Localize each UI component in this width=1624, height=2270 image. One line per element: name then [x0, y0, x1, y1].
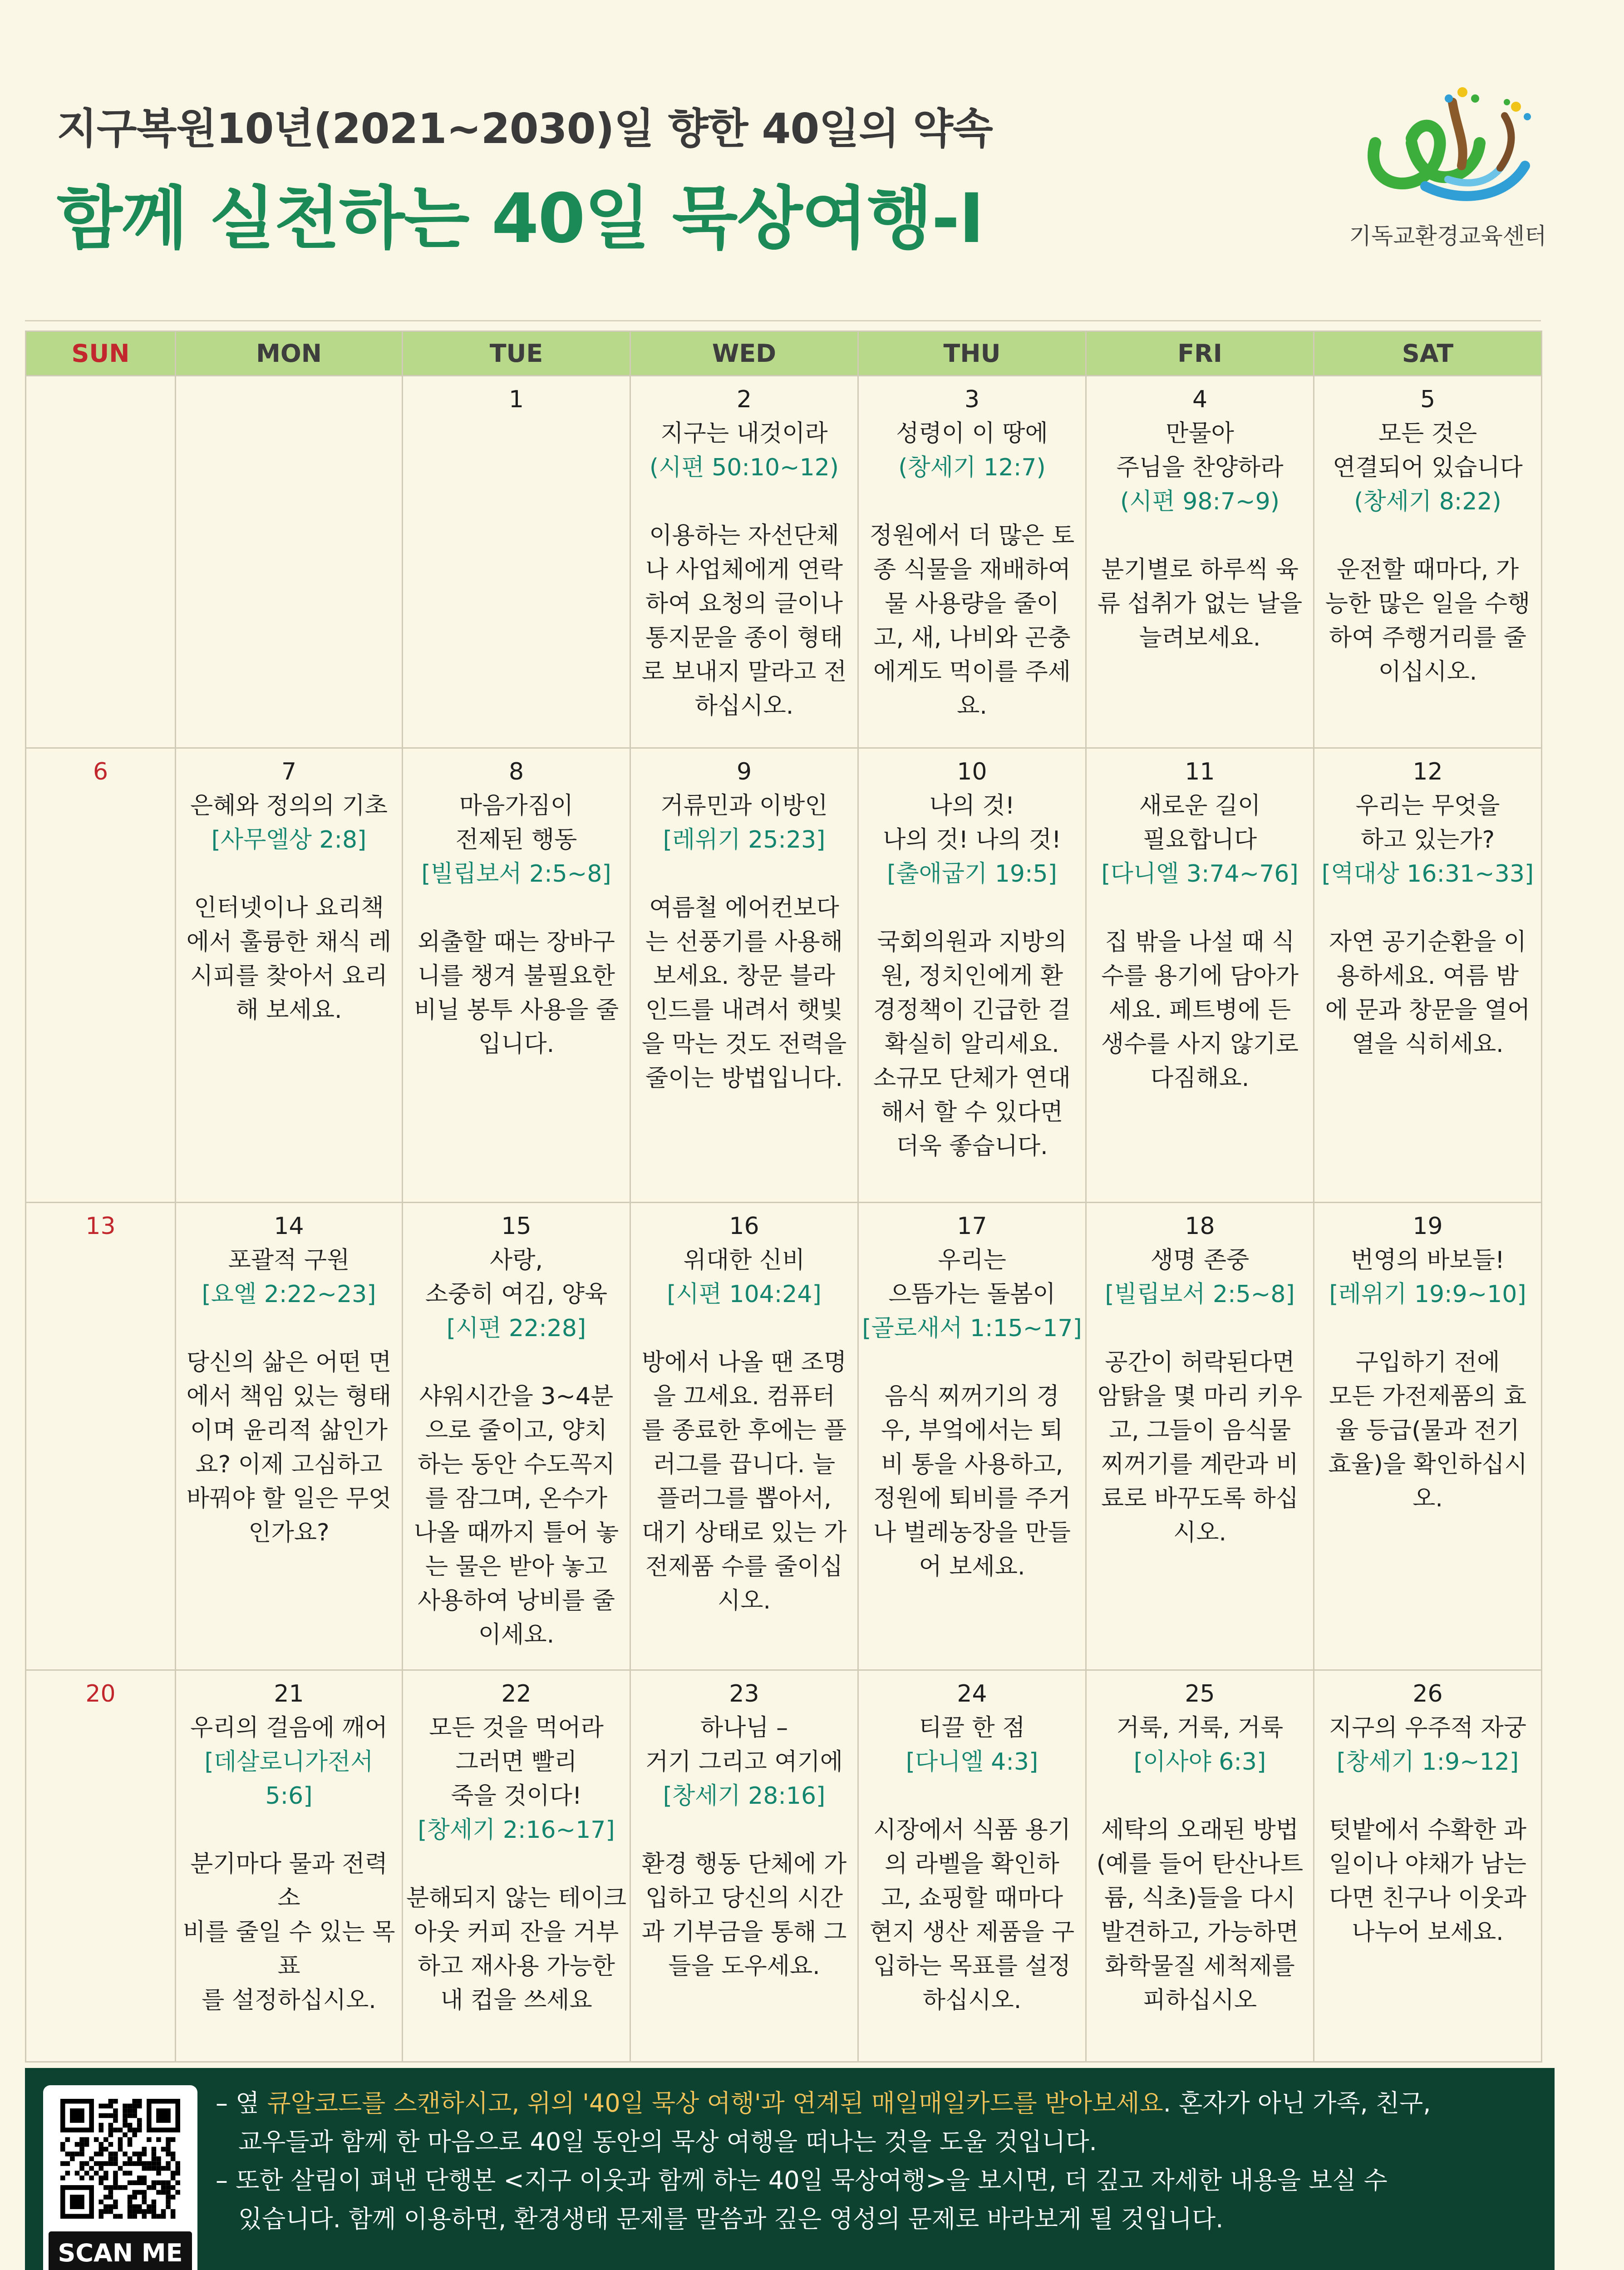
day-number: 15 [501, 1213, 531, 1240]
day-title: 티끌 한 점 [919, 1714, 1025, 1742]
qr-card[interactable] [43, 2085, 197, 2270]
calendar-day-cell [1314, 1670, 1542, 2062]
action-text: 분해되지 않는 테이크 아웃 커피 잔을 거부 하고 재사용 가능한 내 컵을 쓰세요 [406, 1885, 627, 2014]
day-number: 9 [736, 758, 752, 785]
day-number: 25 [1185, 1680, 1215, 1707]
scripture-reference: [역대상 16:31~33] [1321, 860, 1534, 888]
qr-code-icon[interactable] [60, 2099, 180, 2219]
action-text: 음식 찌꺼기의 경 우, 부엌에서는 퇴 비 통을 사용하고, 정원에 퇴비를 주거 나 벌레농장을 만들 어 보세요. [873, 1383, 1071, 1580]
spacer [1317, 519, 1538, 553]
day-title: 나의 것! 나의 것! 나의 것! [883, 792, 1061, 854]
day-number: 5 [1420, 386, 1436, 413]
day-number: 8 [508, 758, 524, 785]
scripture-reference: (창세기 12:7) [898, 454, 1046, 481]
day-number: 20 [85, 1680, 116, 1707]
day-title: 새로운 길이 필요합니다 [1139, 792, 1261, 854]
spacer [634, 1312, 855, 1346]
day-title: 모든 것을 먹어라 그러면 빨리 죽을 것이다! [429, 1714, 604, 1810]
weekday-mon: MON [176, 331, 403, 376]
footer-panel [25, 2068, 1555, 2270]
scripture-reference: [이사야 6:3] [1133, 1748, 1266, 1776]
action-text: 분기별로 하루씩 육 류 섭취가 없는 날을 늘려보세요. [1097, 556, 1303, 651]
calendar-day-cell [858, 1203, 1086, 1670]
day-number: 18 [1185, 1213, 1215, 1240]
day-title: 생명 존중 [1150, 1247, 1250, 1274]
day-number: 6 [93, 758, 108, 785]
salim-logo-icon [1343, 75, 1552, 211]
action-text: 자연 공기순환을 이 용하세요. 여름 밤 에 문과 창문을 열어 열을 식히세요. [1325, 928, 1530, 1058]
spacer [861, 485, 1083, 519]
weekday-sun: SUN [26, 331, 176, 376]
scripture-reference: (시편 98:7~9) [1120, 488, 1280, 515]
calendar-day-cell [176, 1670, 403, 2062]
day-number: 17 [957, 1213, 987, 1240]
spacer [634, 1813, 855, 1847]
scan-me-label: SCAN ME [49, 2231, 192, 2270]
calendar-day-cell [630, 748, 858, 1203]
page-title: 함께 실천하는 40일 묵상여행-Ⅰ [57, 179, 984, 258]
spacer [861, 1346, 1083, 1380]
weekday-sat: SAT [1314, 331, 1542, 376]
action-text: 방에서 나올 땐 조명 을 끄세요. 컴퓨터 를 종료한 후에는 플 러그를 끕니다. 늘 플러그를 뽑아서, 대기 상태로 있는 가 전제품 수를 줄이십 시오. [641, 1349, 847, 1614]
calendar-day-cell [403, 1203, 630, 1670]
spacer [1317, 891, 1538, 925]
weekday-tue: TUE [403, 331, 630, 376]
day-number: 16 [729, 1213, 759, 1240]
action-text: 샤워시간을 3~4분 으로 줄이고, 양치 하는 동안 수도꼭지 를 잠그며, 온수가 나올 때까지 틀어 놓 는 물은 받아 놓고 사용하여 낭비를 줄 이세요. [413, 1383, 619, 1648]
scripture-reference: [레위기 19:9~10] [1329, 1281, 1526, 1308]
calendar-day-cell [26, 1203, 176, 1670]
day-number: 7 [281, 758, 297, 785]
day-title: 사랑, 소중히 여김, 양육 [425, 1247, 608, 1308]
calendar-day-cell [403, 748, 630, 1203]
footer-highlight: 큐알코드를 스캔하시고, 위의 '40일 묵상 여행'과 연계된 매일매일카드를 받아보세요 [267, 2089, 1163, 2117]
spacer [406, 1847, 627, 1881]
scripture-reference: [레위기 25:23] [663, 826, 826, 854]
calendar-day-cell [1086, 748, 1314, 1203]
day-title: 지구의 우주적 자궁 [1329, 1714, 1526, 1742]
day-title: 모든 것은 연결되어 있습니다 [1333, 420, 1523, 481]
action-text: 집 밖을 나설 때 식 수를 용기에 담아가 세요. 페트병에 든 생수를 사지 않기로 다짐해요. [1101, 928, 1299, 1092]
spacer [406, 1346, 627, 1380]
day-number: 10 [957, 758, 987, 785]
scripture-reference: [요엘 2:22~23] [202, 1281, 376, 1308]
scripture-reference: [시편 104:24] [667, 1281, 822, 1308]
spacer [1089, 1779, 1310, 1813]
calendar-day-cell [1086, 376, 1314, 748]
calendar-day-cell [630, 1203, 858, 1670]
day-number: 2 [736, 386, 752, 413]
weekday-fri: FRI [1086, 331, 1314, 376]
calendar-day-cell [403, 376, 630, 748]
logo-text: 기독교환경교육센터 [1349, 223, 1547, 249]
calendar-day-cell [858, 1670, 1086, 2062]
spacer [406, 891, 627, 925]
calendar-day-cell [1086, 1203, 1314, 1670]
scripture-reference: [사무엘상 2:8] [211, 826, 367, 854]
calendar-day-cell [176, 1203, 403, 1670]
scripture-reference: (창세기 8:22) [1354, 488, 1501, 515]
action-text: 세탁의 오래된 방법 (예를 들어 탄산나트 륨, 식초)들을 다시 발견하고, 가능하면 화학물질 세척제를 피하십시오 [1096, 1816, 1304, 2014]
day-number: 12 [1412, 758, 1443, 785]
action-text: 분기마다 물과 전력 소 비를 줄일 수 있는 목표 를 설정하십시오. [182, 1851, 395, 2014]
scripture-reference: [창세기 28:16] [663, 1782, 826, 1810]
scripture-reference: [시편 22:28] [446, 1315, 586, 1342]
spacer [634, 857, 855, 891]
action-text: 여름철 에어컨보다 는 선풍기를 사용해 보세요. 창문 블라 인드를 내려서 햇빛 을 막는 것도 전력을 줄이는 방법입니다. [641, 894, 847, 1092]
spacer [179, 1312, 399, 1346]
calendar-day-cell [1086, 1670, 1314, 2062]
calendar-day-cell [26, 376, 176, 748]
day-number: 19 [1412, 1213, 1443, 1240]
week-row-2 [26, 748, 1542, 1203]
calendar [25, 331, 1542, 2063]
day-number: 22 [501, 1680, 531, 1707]
spacer [179, 857, 399, 891]
action-text: 텃밭에서 수확한 과 일이나 야채가 남는 다면 친구나 이웃과 나누어 보세요. [1329, 1816, 1526, 1946]
day-number: 23 [729, 1680, 759, 1707]
day-number: 11 [1185, 758, 1215, 785]
scripture-reference: [빌립보서 2:5~8] [421, 860, 611, 888]
footer-line-4: 있습니다. 함께 이용하면, 환경생태 문제를 말씀과 깊은 영성의 문제로 바라보게 될 것입니다. [238, 2205, 1224, 2233]
scripture-reference: [데살로니가전서 5:6] [204, 1748, 374, 1810]
day-title: 하나님 – 거기 그리고 여기에 [645, 1714, 843, 1776]
spacer [1317, 1779, 1538, 1813]
day-number: 4 [1192, 386, 1208, 413]
weekday-thu: THU [858, 331, 1086, 376]
weekday-wed: WED [630, 331, 858, 376]
action-text: 운전할 때마다, 가 능한 많은 일을 수행 하여 주행거리를 줄 이십시오. [1325, 556, 1530, 686]
day-number: 21 [274, 1680, 304, 1707]
day-title: 만물아 주님을 찬양하라 [1116, 420, 1284, 481]
day-title: 포괄적 구원 [228, 1247, 350, 1274]
day-title: 성령이 이 땅에 [896, 420, 1048, 447]
spacer [634, 485, 855, 519]
scripture-reference: [다니엘 4:3] [906, 1748, 1038, 1776]
day-title: 우리의 걸음에 깨어 [190, 1714, 388, 1742]
calendar-day-cell [858, 748, 1086, 1203]
calendar-day-cell [176, 748, 403, 1203]
footer-line-2: 교우들과 함께 한 마음으로 40일 동안의 묵상 여행을 떠나는 것을 도울 것입니다. [238, 2127, 1097, 2156]
week-row-4 [26, 1670, 1542, 2062]
calendar-day-cell [1314, 748, 1542, 1203]
day-title: 번영의 바보들! [1351, 1247, 1505, 1274]
spacer [1089, 519, 1310, 553]
page-header [0, 0, 1624, 318]
day-title: 거류민과 이방인 [660, 792, 828, 819]
calendar-day-cell [1314, 376, 1542, 748]
action-text: 구입하기 전에 모든 가전제품의 효 율 등급(물과 전기 효율)을 확인하십시 오. [1328, 1349, 1527, 1512]
week-row-3 [26, 1203, 1542, 1670]
action-text: 이용하는 자선단체 나 사업체에게 연락 하여 요청의 글이나 통지문을 종이 형태 로 보내지 말라고 전 하십시오. [641, 522, 847, 720]
day-number: 3 [964, 386, 980, 413]
day-number: 13 [85, 1213, 116, 1240]
spacer [861, 891, 1083, 925]
scripture-reference: [골로새서 1:15~17] [862, 1315, 1082, 1342]
calendar-day-cell [176, 376, 403, 748]
scripture-reference: [다니엘 3:74~76] [1101, 860, 1299, 888]
divider [25, 320, 1541, 321]
spacer [861, 1779, 1083, 1813]
calendar-day-cell [403, 1670, 630, 2062]
scripture-reference: [창세기 1:9~12] [1336, 1748, 1519, 1776]
footer-line-1-lead: – 옆 [216, 2089, 267, 2117]
day-number: 26 [1412, 1680, 1443, 1707]
action-text: 인터넷이나 요리책 에서 훌륭한 채식 레 시피를 찾아서 요리 해 보세요. [186, 894, 392, 1024]
action-text: 국회의원과 지방의 원, 정치인에게 환 경정책이 긴급한 걸 확실히 알리세요. 소규모 단체가 연대 해서 할 수 있다면 더욱 좋습니다. [873, 928, 1071, 1160]
footer-line-1 [216, 2084, 1431, 2119]
calendar-day-cell [26, 748, 176, 1203]
logo [1330, 75, 1566, 266]
calendar-day-cell [1314, 1203, 1542, 1670]
calendar-day-cell [858, 376, 1086, 748]
day-number: 14 [274, 1213, 304, 1240]
footer-line-3: – 또한 살림이 펴낸 단행본 <지구 이웃과 함께 하는 40일 묵상여행>을 보시면, 더 깊고 자세한 내용을 보실 수 [216, 2166, 1388, 2195]
action-text: 외출할 때는 장바구 니를 챙겨 불필요한 비닐 봉투 사용을 줄 입니다. [413, 928, 619, 1058]
scripture-reference: [빌립보서 2:5~8] [1105, 1281, 1295, 1308]
day-number: 24 [957, 1680, 987, 1707]
weekday-header-row [26, 331, 1542, 376]
week-row-1 [26, 376, 1542, 748]
calendar-day-cell [630, 376, 858, 748]
spacer [179, 1813, 399, 1847]
day-title: 거룩, 거룩, 거룩 [1116, 1714, 1284, 1742]
day-number: 1 [508, 386, 524, 413]
page-subtitle: 지구복원10년(2021~2030)일 향한 40일의 약속 [57, 104, 993, 153]
action-text: 시장에서 식품 용기 의 라벨을 확인하 고, 쇼핑할 때마다 현지 생산 제품을 구 입하는 목표를 설정 하십시오. [869, 1816, 1075, 2014]
action-text: 당신의 삶은 어떤 면 에서 책임 있는 형태 이며 윤리적 삶인가 요? 이제 고심하고 바꿔야 할 일은 무엇 인가요? [186, 1349, 392, 1546]
day-title: 지구는 내것이라 [660, 420, 828, 447]
scripture-reference: [창세기 2:16~17] [418, 1816, 615, 1844]
day-title: 은혜와 정의의 기초 [190, 792, 388, 819]
action-text: 정원에서 더 많은 토 종 식물을 재배하여 물 사용량을 줄이 고, 새, 나비와 곤충 에게도 먹이를 주세 요. [869, 522, 1075, 720]
spacer [1089, 891, 1310, 925]
footer-line-1-tail: . 혼자가 아닌 가족, 친구, [1163, 2089, 1431, 2117]
day-title: 우리는 으뜸가는 돌봄이 [888, 1247, 1056, 1308]
spacer [1089, 1312, 1310, 1346]
scripture-reference: (시편 50:10~12) [649, 454, 839, 481]
day-title: 마음가짐이 전제된 행동 [455, 792, 577, 854]
spacer [1317, 1312, 1538, 1346]
day-title: 우리는 무엇을 하고 있는가? [1355, 792, 1500, 854]
calendar-day-cell [630, 1670, 858, 2062]
scripture-reference: [출애굽기 19:5] [887, 860, 1057, 888]
action-text: 공간이 허락된다면 암탉을 몇 마리 키우 고, 그들이 음식물 찌꺼기를 계란과 비 료로 바꾸도록 하십 시오. [1097, 1349, 1303, 1546]
action-text: 환경 행동 단체에 가 입하고 당신의 시간 과 기부금을 통해 그 들을 도우세요. [641, 1851, 847, 1980]
day-title: 위대한 신비 [683, 1247, 805, 1274]
calendar-day-cell [26, 1670, 176, 2062]
